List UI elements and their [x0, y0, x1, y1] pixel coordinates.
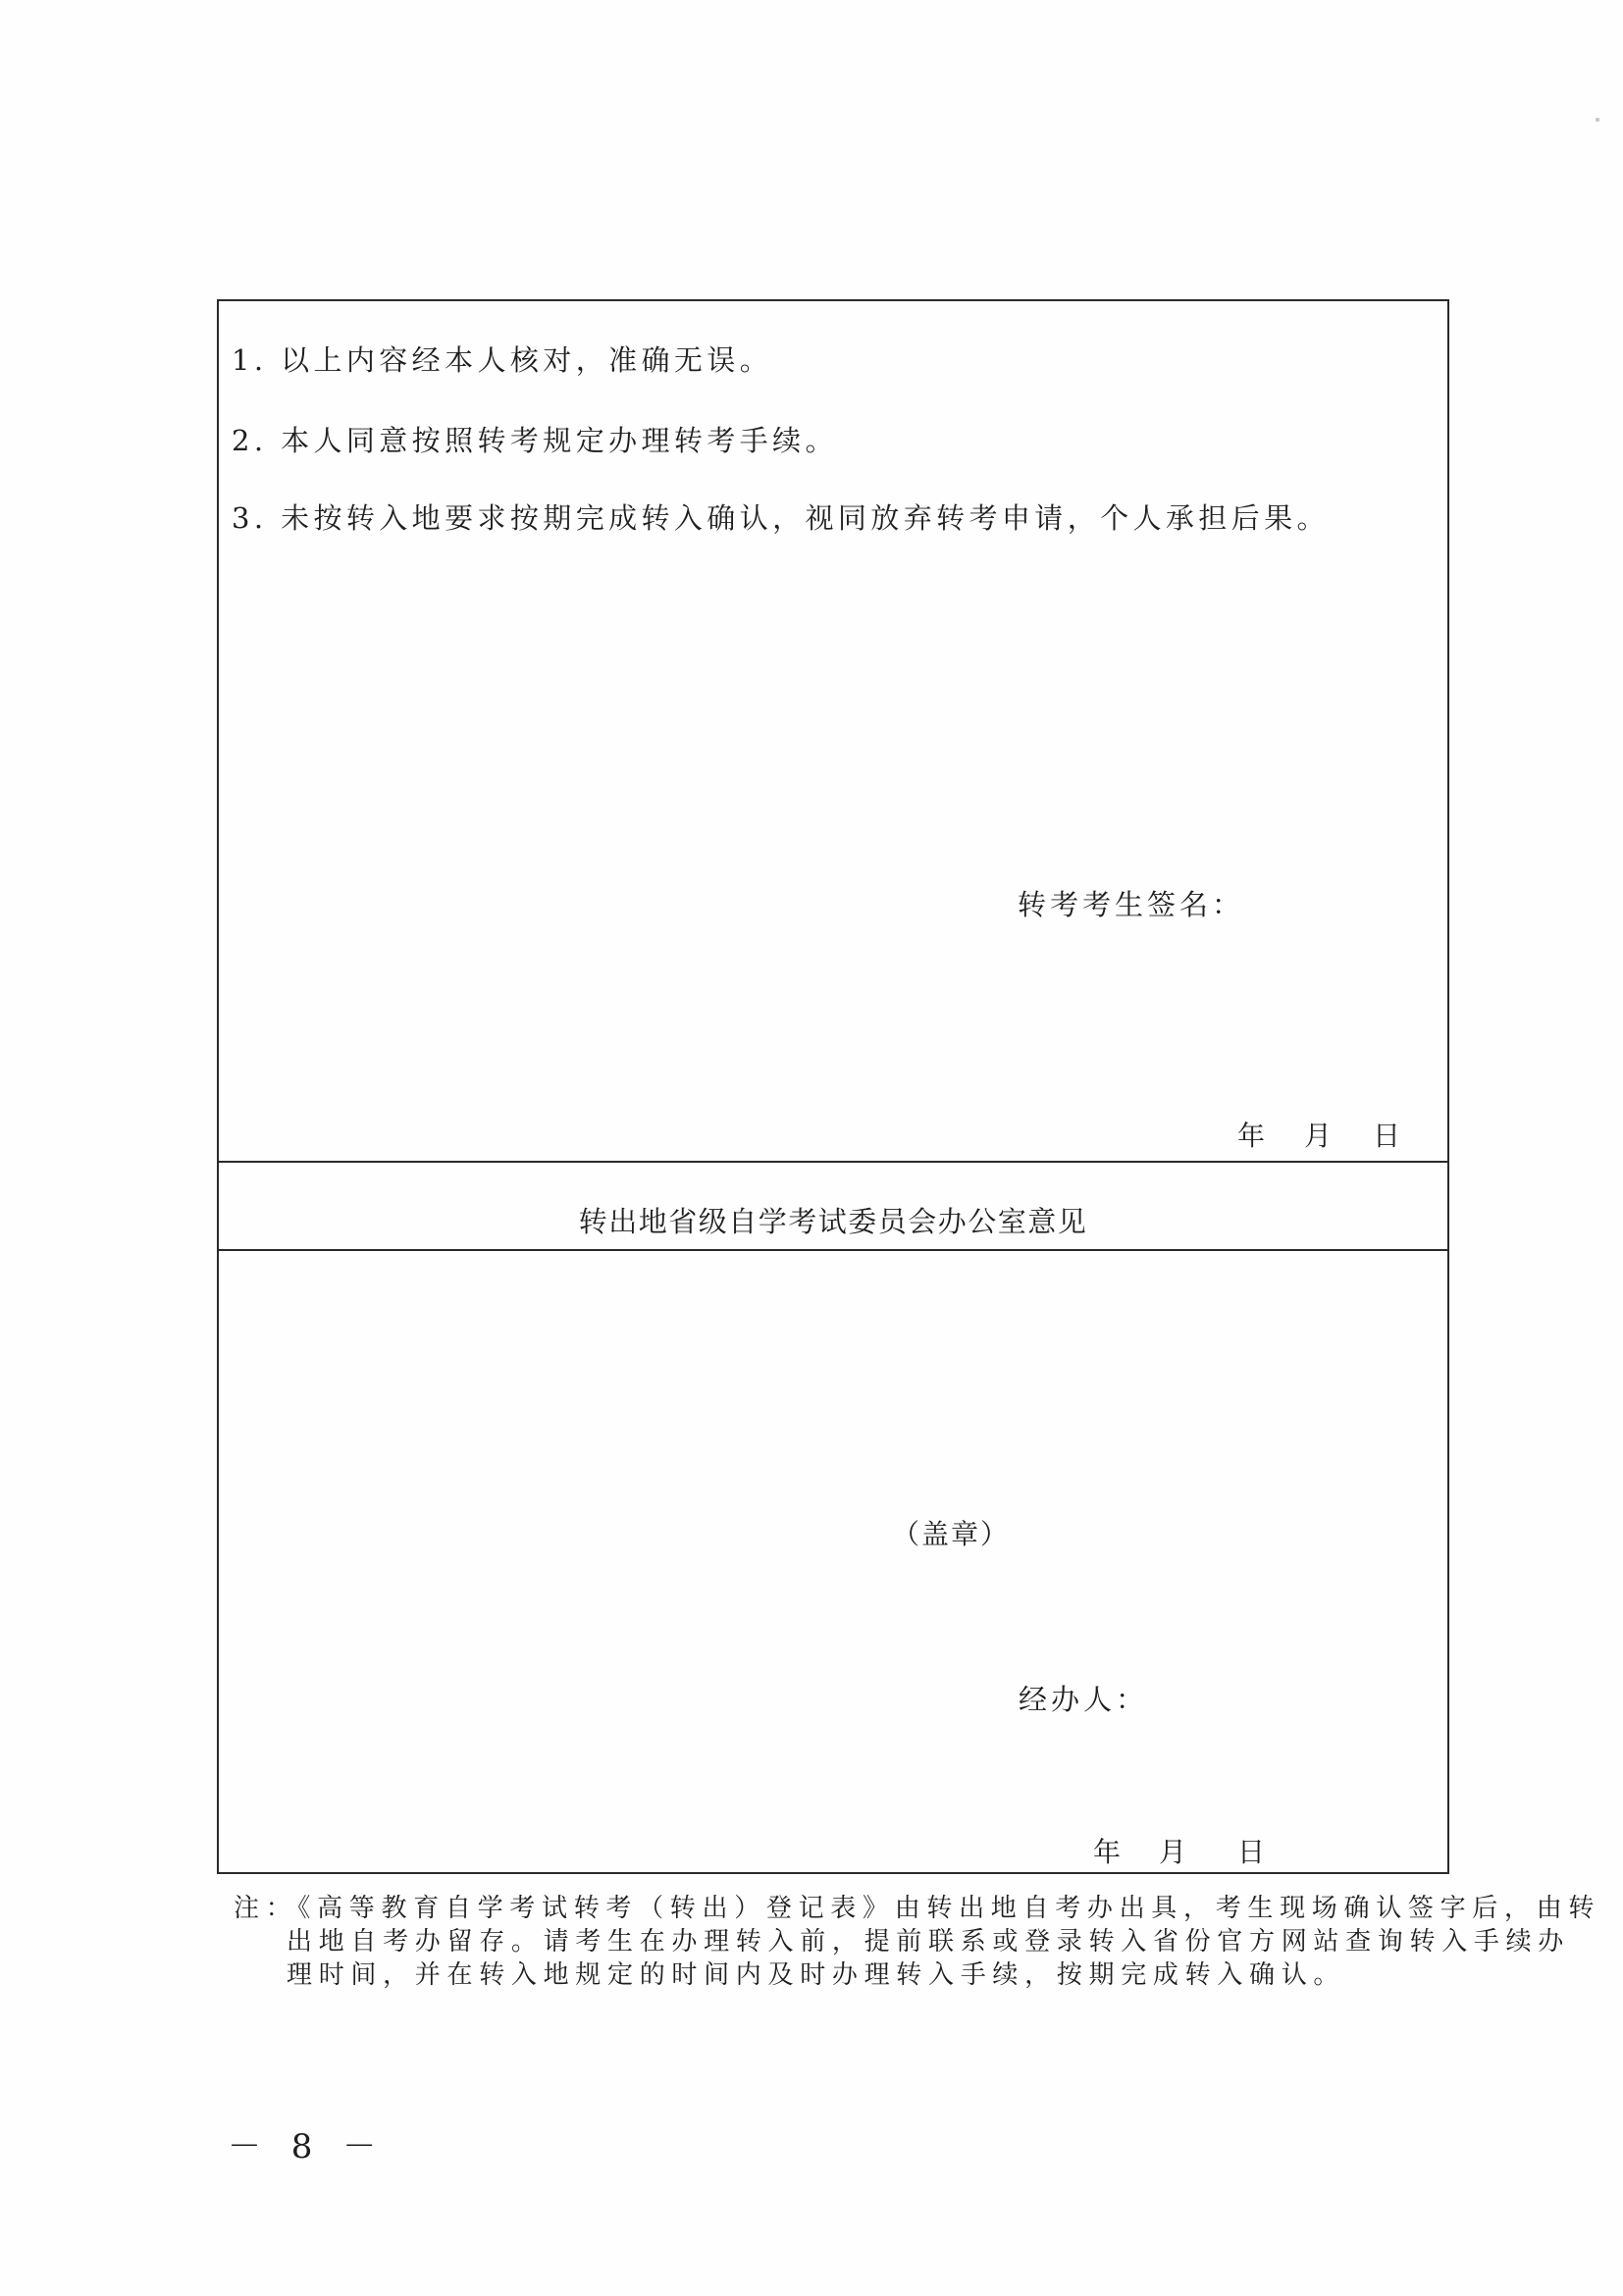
note-line-1: 注：《高等教育自学考试转考（转出）登记表》由转出地自考办出具，考生现场确认签字后，由转	[234, 1894, 1601, 1923]
section-divider	[219, 1161, 1447, 1163]
declaration-date-year: 年	[1237, 1120, 1266, 1152]
declaration-date-day: 日	[1373, 1120, 1401, 1152]
candidate-signature-label: 转考考生签名：	[1018, 888, 1245, 921]
scan-noise	[1596, 118, 1599, 122]
office-opinion-header: 转出地省级自学考试委员会办公室意见	[578, 1205, 1088, 1238]
handler-label: 经办人：	[1019, 1683, 1149, 1716]
declaration-item-2: 2. 本人同意按照转考规定办理转考手续。	[232, 424, 838, 457]
page-number: － 8 －	[228, 2127, 387, 2166]
declaration-item-3: 3. 未按转入地要求按期完成转入确认，视同放弃转考申请，个人承担后果。	[232, 501, 1330, 535]
note-line-3: 理时间，并在转入地规定的时间内及时办理转入手续，按期完成转入确认。	[287, 1960, 1346, 1990]
transfer-form-table	[217, 299, 1449, 1874]
office-date-month: 月	[1159, 1836, 1187, 1868]
declaration-date-month: 月	[1304, 1120, 1333, 1152]
note-line-2: 出地自考办留存。请考生在办理转入前，提前联系或登录转入省份官方网站查询转入手续办	[287, 1927, 1571, 1957]
office-date-year: 年	[1093, 1836, 1122, 1868]
header-divider	[219, 1249, 1447, 1251]
stamp-label: （盖章）	[892, 1518, 1011, 1550]
declaration-item-1: 1. 以上内容经本人核对，准确无误。	[232, 343, 773, 377]
office-date-day: 日	[1237, 1836, 1266, 1868]
